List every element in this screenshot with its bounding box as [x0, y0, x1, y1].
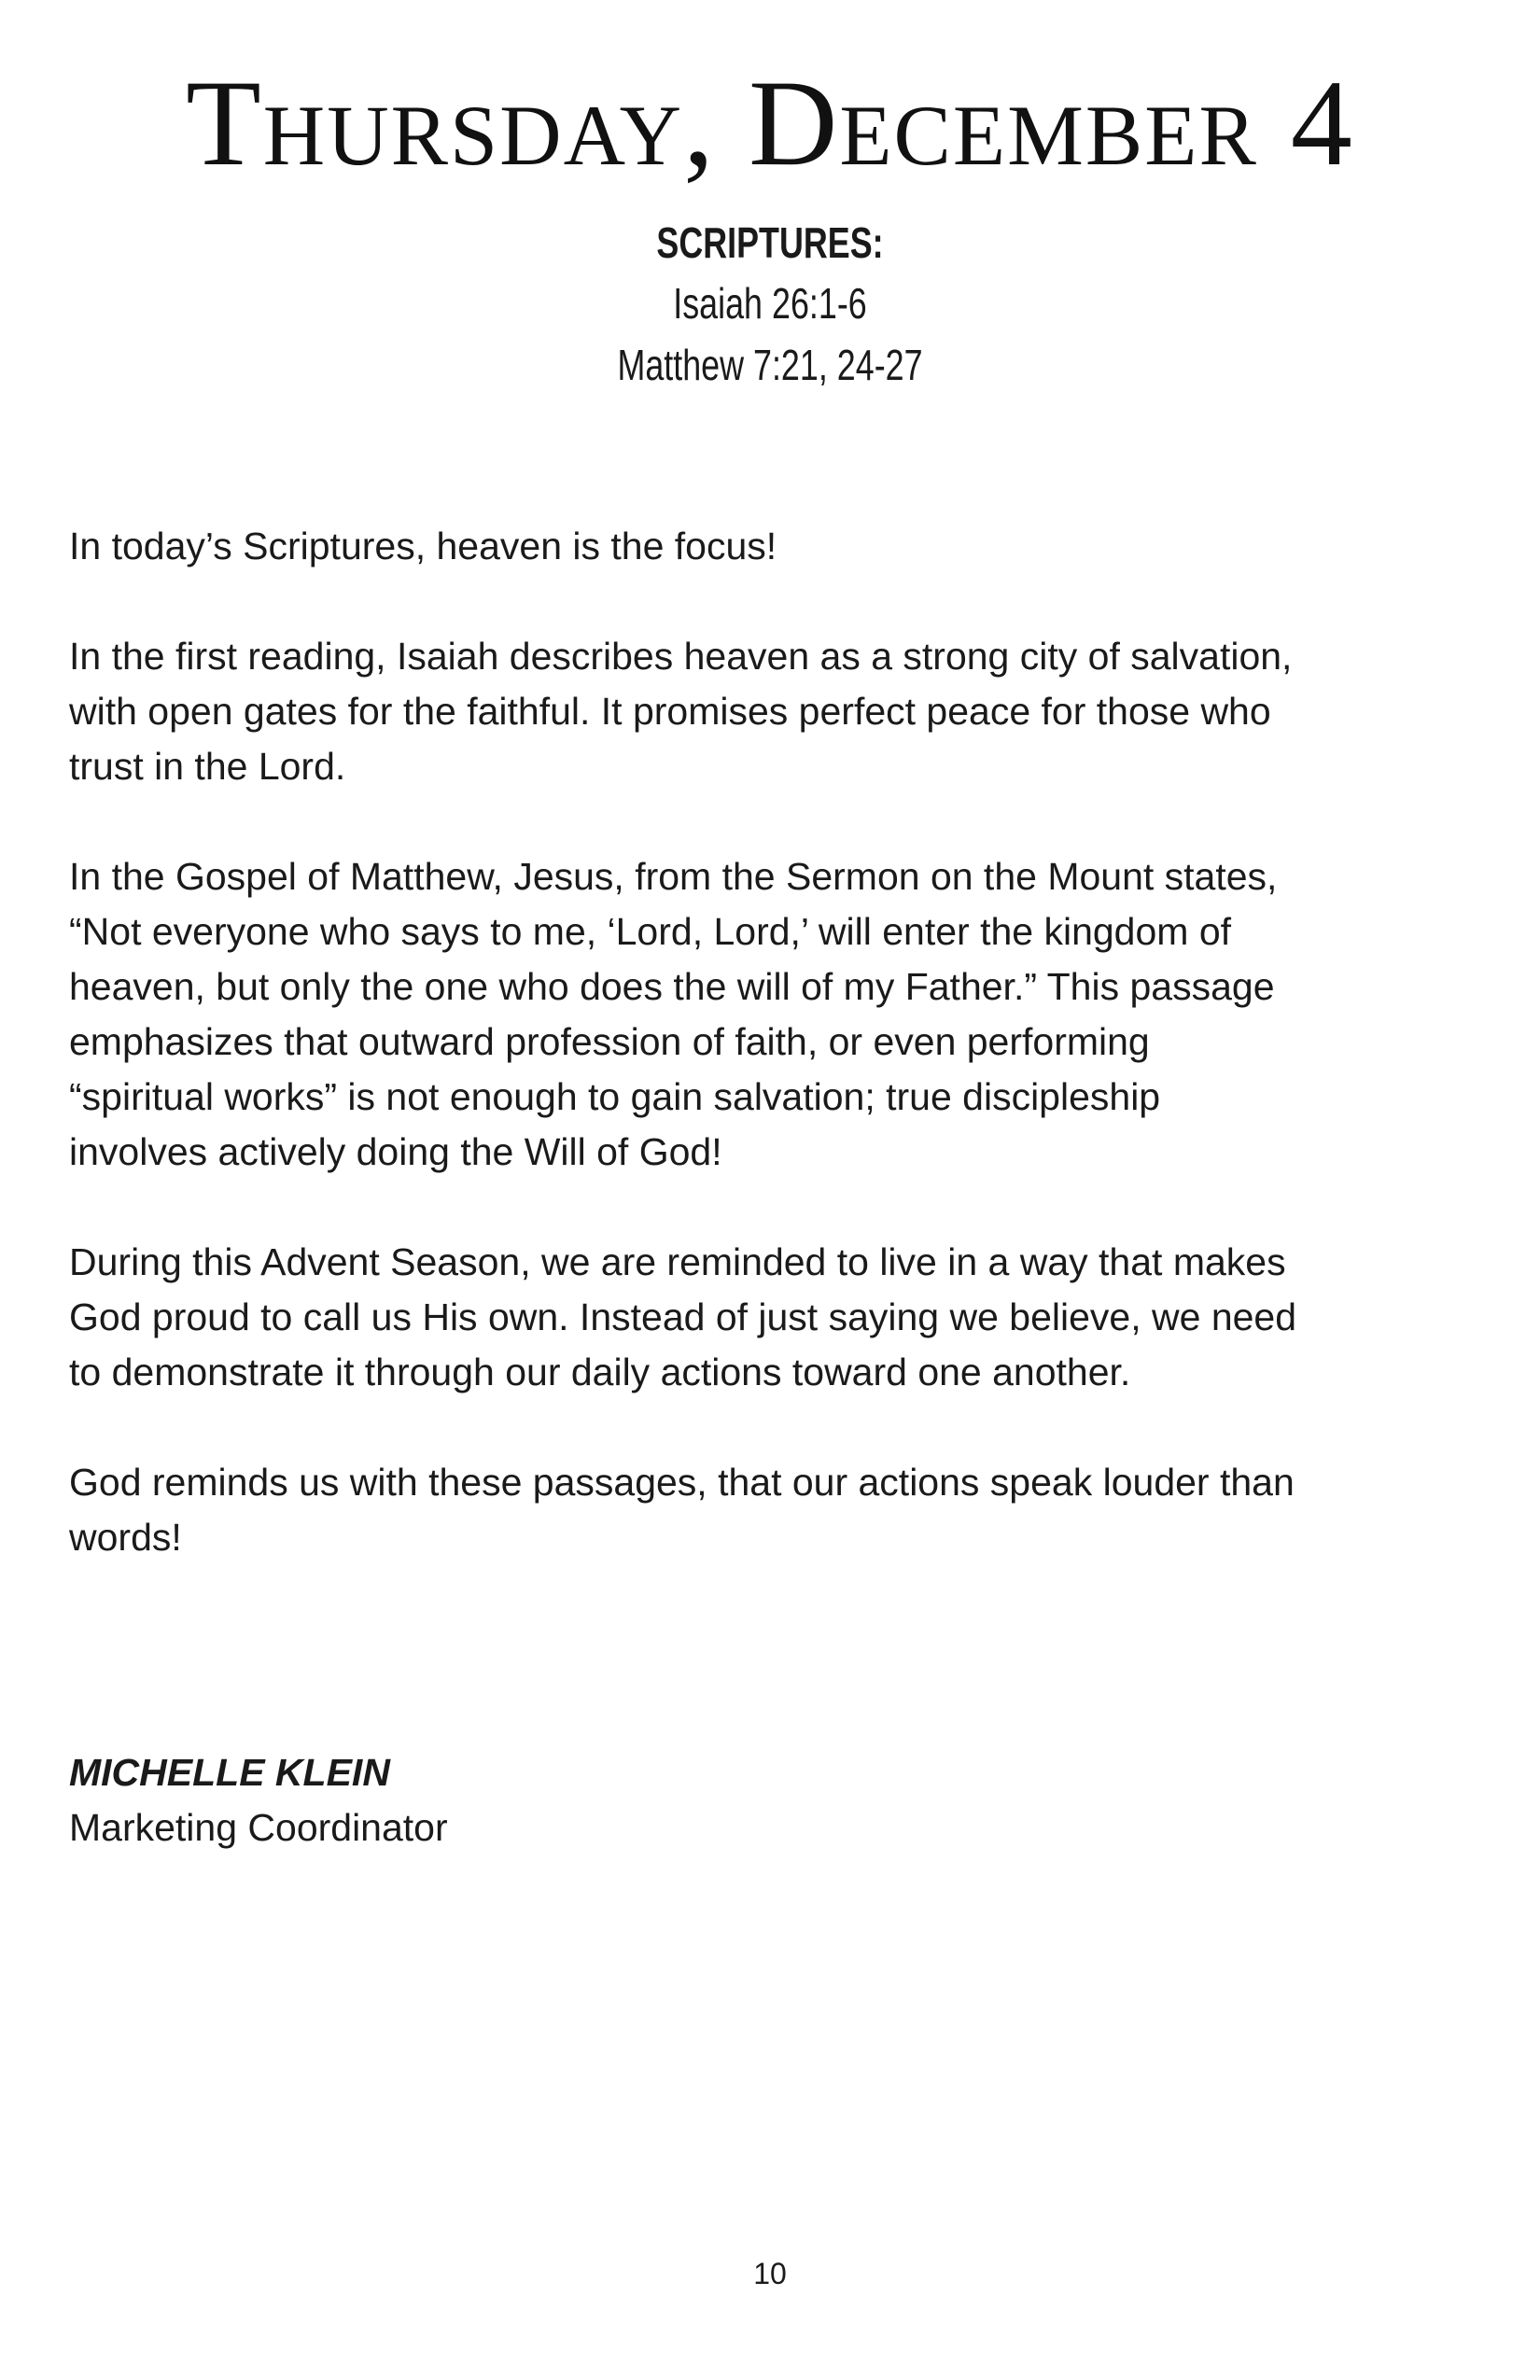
paragraph: In the Gospel of Matthew, Jesus, from the Sermon on the Mount states, “Not everyone who says to me, ‘Lord, Lord,’ will enter the kingdom of heaven, but only the one who does the will of my Father.” This passage emphasizes that outward profession of faith, or even performing “spiritual works” is not enough to gain salvation; true discipleship involves actively doing the Will of God! — [69, 855, 1278, 1173]
reflection-body — [69, 519, 1488, 1620]
author-role: Marketing Coordinator — [69, 1806, 448, 1849]
scriptures-label: SCRIPTURES: — [656, 218, 884, 267]
scripture-reference: Isaiah 26:1-6 — [673, 279, 867, 328]
page-number: 10 — [753, 2257, 787, 2290]
paragraph: God reminds us with these passages, that our actions speak louder than words! — [69, 1461, 1295, 1559]
paragraph: In today’s Scriptures, heaven is the focus! — [69, 525, 777, 567]
page-title: Thursday, December 4 — [186, 54, 1354, 191]
author-block — [69, 1745, 448, 1855]
paragraph: During this Advent Season, we are reminded to live in a way that makes God proud to call us His own. Instead of just saying we believe, we need to demonstrate it through our daily actions toward one another. — [69, 1240, 1297, 1393]
scriptures-block — [0, 213, 1540, 396]
scripture-reference: Matthew 7:21, 24-27 — [617, 341, 923, 389]
author-name: MICHELLE KLEIN — [69, 1751, 390, 1794]
paragraph: In the first reading, Isaiah describes heaven as a strong city of salvation, with open gates for the faithful. It promises perfect peace for those who trust in the Lord. — [69, 635, 1293, 788]
